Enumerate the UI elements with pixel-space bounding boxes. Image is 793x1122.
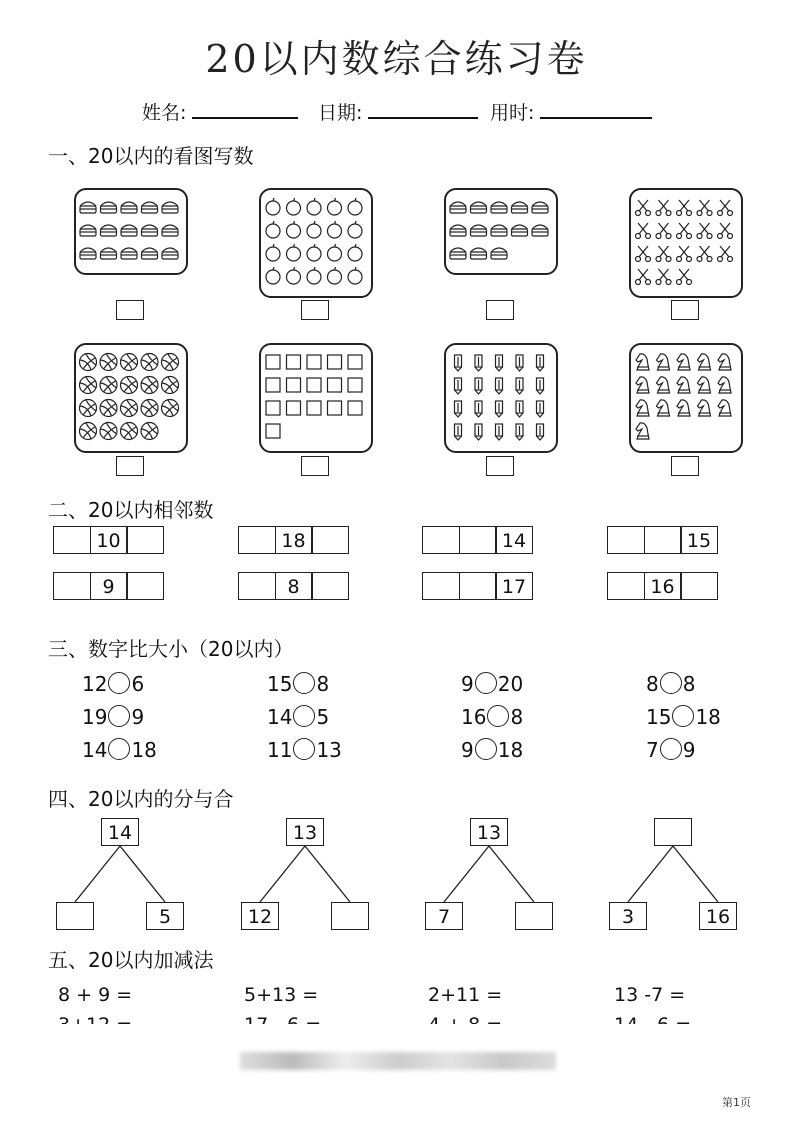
pencil-icon [455, 424, 462, 440]
volleyball-icon [80, 354, 97, 371]
cake-icon [121, 248, 137, 259]
left-number: 9 [461, 738, 474, 762]
blank-cell[interactable] [53, 526, 91, 554]
scissors-icon [656, 200, 671, 216]
compare-circle[interactable] [108, 705, 130, 727]
right-number: 6 [131, 672, 145, 696]
blank-cell[interactable] [422, 572, 460, 600]
square-icon [348, 355, 362, 369]
square-icon [307, 355, 321, 369]
volleyball-icon [80, 400, 97, 417]
pencil-icon [475, 378, 482, 394]
bond-blank[interactable] [515, 902, 553, 930]
date-field: 日期: [318, 98, 478, 125]
scissors-icon [636, 200, 651, 216]
cake-icon [80, 202, 96, 213]
volleyball-icon [141, 423, 158, 440]
square-icon [287, 378, 301, 392]
right-number: 8 [682, 672, 696, 696]
volleyball-icon [100, 354, 117, 371]
compare-circle[interactable] [660, 738, 682, 760]
right-number: 9 [131, 705, 145, 729]
scissors-icon [677, 223, 692, 239]
compare-circle[interactable] [475, 738, 497, 760]
cake-icon [162, 248, 178, 259]
answer-box[interactable] [301, 456, 329, 476]
blank-cell[interactable] [459, 572, 497, 600]
left-number: 7 [646, 738, 659, 762]
compare-circle[interactable] [293, 672, 315, 694]
right-number: 8 [316, 672, 330, 696]
square-icon [266, 355, 280, 369]
cake-icon [101, 202, 117, 213]
apple-icon [266, 244, 280, 261]
apple-icon [328, 221, 342, 238]
pencil-icon [475, 401, 482, 417]
left-number: 14 [267, 705, 293, 729]
volleyball-icon [121, 354, 138, 371]
branch-line [75, 846, 120, 902]
name-field: 姓名: [142, 98, 298, 125]
left-number: 15 [267, 672, 293, 696]
adjacent-number-row [53, 526, 164, 554]
apple-icon [266, 221, 280, 238]
volleyball-icon [141, 400, 158, 417]
bond-number: 13 [470, 818, 508, 846]
answer-box[interactable] [671, 300, 699, 320]
scissors-icon [656, 246, 671, 262]
given-number: 9 [90, 572, 128, 600]
compare-circle[interactable] [108, 738, 130, 760]
answer-box[interactable] [116, 456, 144, 476]
right-number: 18 [131, 738, 157, 762]
apple-icon-group [261, 190, 371, 296]
square-icon [328, 401, 342, 415]
picture-tray [629, 343, 743, 453]
volleyball-icon [80, 423, 97, 440]
given-number: 10 [90, 526, 128, 554]
blank-cell[interactable] [680, 572, 718, 600]
compare-item [267, 705, 329, 729]
pencil-icon [496, 424, 503, 440]
compare-item [82, 705, 144, 729]
left-number: 8 [646, 672, 659, 696]
volleyball-icon [141, 354, 158, 371]
chess-knight-icon-group [631, 345, 741, 451]
square-icon [328, 378, 342, 392]
cake-icon [532, 225, 548, 236]
branch-line [444, 846, 489, 902]
apple-icon [307, 198, 321, 215]
chess-knight-icon [636, 354, 649, 370]
square-icon [307, 401, 321, 415]
equation: 8 + 9 = [58, 984, 133, 1006]
scissors-icon-group [631, 190, 741, 296]
cake-icon [162, 202, 178, 213]
right-number: 18 [497, 738, 524, 762]
pencil-icon [537, 424, 544, 440]
time-field: 用时: [490, 98, 652, 125]
apple-icon [328, 244, 342, 261]
chess-knight-icon [718, 377, 731, 393]
cake-icon [532, 202, 548, 213]
compare-item [646, 672, 695, 696]
page-number: 第1页 [722, 1096, 751, 1109]
pencil-icon [475, 355, 482, 371]
bond-blank[interactable] [56, 902, 94, 930]
volleyball-icon [100, 423, 117, 440]
branch-line [120, 846, 165, 902]
pencil-icon [516, 424, 523, 440]
cake-icon [450, 202, 466, 213]
bond-blank[interactable] [654, 818, 692, 846]
chess-knight-icon [657, 377, 670, 393]
left-number: 11 [267, 738, 293, 762]
chess-knight-icon [657, 400, 670, 416]
compare-item [461, 672, 523, 696]
given-number: 8 [275, 572, 313, 600]
compare-item [267, 672, 329, 696]
time-blank[interactable] [540, 99, 652, 119]
scissors-icon [656, 269, 671, 285]
square-icon [287, 355, 301, 369]
blank-cell[interactable] [126, 572, 164, 600]
scissors-icon [677, 200, 692, 216]
cake-icon [450, 225, 466, 236]
scissors-icon [718, 246, 733, 262]
pencil-icon-group [446, 345, 556, 451]
cake-icon [491, 225, 507, 236]
volleyball-icon [162, 377, 179, 394]
square-icon-group [261, 345, 371, 451]
equation: 13 -7 = [614, 984, 686, 1006]
volleyball-icon [121, 377, 138, 394]
square-icon [328, 355, 342, 369]
scissors-icon [656, 223, 671, 239]
picture-tray [259, 343, 373, 453]
blank-cell[interactable] [607, 572, 645, 600]
answer-box[interactable] [486, 300, 514, 320]
right-number: 5 [316, 705, 330, 729]
pencil-icon [537, 355, 544, 371]
square-icon [266, 378, 280, 392]
compare-item [461, 738, 523, 762]
compare-circle[interactable] [672, 705, 694, 727]
volleyball-icon [141, 377, 158, 394]
blank-cell[interactable] [311, 526, 349, 554]
left-number: 15 [646, 705, 672, 729]
chess-knight-icon [677, 377, 690, 393]
apple-icon [307, 244, 321, 261]
branch-line [673, 846, 718, 902]
chess-knight-icon [636, 377, 649, 393]
compare-circle[interactable] [293, 705, 315, 727]
equation: 5+13 = [244, 984, 319, 1006]
given-number: 14 [495, 526, 533, 554]
scissors-icon [697, 223, 712, 239]
branch-line [628, 846, 673, 902]
bond-blank[interactable] [331, 902, 369, 930]
apple-icon [348, 198, 362, 215]
apple-icon [328, 267, 342, 284]
pencil-icon [455, 355, 462, 371]
left-number: 14 [82, 738, 108, 762]
pencil-icon [516, 355, 523, 371]
blank-cell[interactable] [53, 572, 91, 600]
bond-number: 12 [241, 902, 279, 930]
apple-icon [348, 221, 362, 238]
apple-icon [287, 244, 301, 261]
volleyball-icon [162, 400, 179, 417]
branch-line [305, 846, 350, 902]
compare-item [461, 705, 523, 729]
square-icon [348, 378, 362, 392]
scissors-icon [697, 200, 712, 216]
scissors-icon [677, 269, 692, 285]
cake-icon [142, 225, 158, 236]
right-number: 13 [316, 738, 342, 762]
compare-item [82, 738, 157, 762]
left-number: 19 [82, 705, 108, 729]
scissors-icon [636, 246, 651, 262]
adjacent-number-row [238, 526, 349, 554]
picture-tray [259, 188, 373, 298]
compare-circle[interactable] [108, 672, 130, 694]
bond-number: 13 [286, 818, 324, 846]
page-title: 20以内数综合练习卷 [205, 37, 588, 81]
blank-cell[interactable] [644, 526, 682, 554]
pencil-icon [455, 378, 462, 394]
volleyball-icon [100, 400, 117, 417]
answer-box[interactable] [301, 300, 329, 320]
cake-icon [450, 248, 466, 259]
chess-knight-icon [657, 354, 670, 370]
cake-icon [512, 202, 528, 213]
square-icon [266, 424, 280, 438]
apple-icon [348, 267, 362, 284]
cake-icon [491, 248, 507, 259]
adjacent-number-row [422, 526, 533, 554]
compare-circle[interactable] [293, 738, 315, 760]
section1-heading: 一、20以内的看图写数 [48, 144, 254, 168]
bond-number: 5 [146, 902, 184, 930]
chess-knight-icon [636, 400, 649, 416]
volleyball-icon [162, 354, 179, 371]
right-number: 9 [682, 738, 696, 762]
compare-item [82, 672, 144, 696]
left-number: 16 [461, 705, 487, 729]
cake-icon [491, 202, 507, 213]
volleyball-icon [121, 400, 138, 417]
picture-tray [444, 343, 558, 453]
blank-cell[interactable] [238, 572, 276, 600]
cake-icon [471, 248, 487, 259]
scissors-icon [697, 246, 712, 262]
apple-icon [328, 198, 342, 215]
name-blank[interactable] [192, 99, 298, 119]
pencil-icon [496, 355, 503, 371]
cake-icon [142, 202, 158, 213]
compare-circle[interactable] [487, 705, 509, 727]
apple-icon [266, 198, 280, 215]
apple-icon [287, 221, 301, 238]
right-number: 8 [510, 705, 524, 729]
pencil-icon [516, 378, 523, 394]
chess-knight-icon [718, 354, 731, 370]
bond-number: 14 [101, 818, 139, 846]
cake-icon [471, 202, 487, 213]
blank-cell[interactable] [607, 526, 645, 554]
right-number: 18 [695, 705, 721, 729]
cake-icon [512, 225, 528, 236]
scissors-icon [677, 246, 692, 262]
branch-line [260, 846, 305, 902]
given-number: 18 [275, 526, 313, 554]
apple-icon [287, 198, 301, 215]
square-icon [307, 378, 321, 392]
pencil-icon [475, 424, 482, 440]
apple-icon [348, 244, 362, 261]
adjacent-number-row [238, 572, 349, 600]
adjacent-number-row [607, 572, 718, 600]
cake-icon [101, 248, 117, 259]
compare-circle[interactable] [475, 672, 497, 694]
left-number: 12 [82, 672, 108, 696]
branch-line [489, 846, 534, 902]
given-number: 16 [644, 572, 682, 600]
apple-icon [307, 267, 321, 284]
cake-icon [142, 248, 158, 259]
answer-box[interactable] [486, 456, 514, 476]
compare-item [267, 738, 342, 762]
blank-cell[interactable] [126, 526, 164, 554]
cake-icon-group [76, 190, 186, 273]
date-blank[interactable] [368, 99, 478, 119]
chess-knight-icon [677, 400, 690, 416]
pencil-icon [496, 378, 503, 394]
picture-tray [74, 188, 188, 275]
answer-box[interactable] [116, 300, 144, 320]
apple-icon [266, 267, 280, 284]
cake-icon-group [446, 190, 556, 273]
scissors-icon [636, 223, 651, 239]
square-icon [348, 401, 362, 415]
bond-number: 16 [699, 902, 737, 930]
blank-cell[interactable] [459, 526, 497, 554]
chess-knight-icon [636, 423, 649, 439]
section2-heading: 二、20以内相邻数 [48, 498, 214, 522]
cake-icon [162, 225, 178, 236]
blank-cell[interactable] [422, 526, 460, 554]
cake-icon [101, 225, 117, 236]
scissors-icon [718, 200, 733, 216]
equation: 2+11 = [428, 984, 503, 1006]
volleyball-icon-group [76, 345, 186, 451]
chess-knight-icon [718, 400, 731, 416]
cake-icon [80, 248, 96, 259]
compare-item [646, 705, 721, 729]
square-icon [287, 401, 301, 415]
apple-icon [287, 267, 301, 284]
given-number: 17 [495, 572, 533, 600]
cake-icon [121, 225, 137, 236]
scissors-icon [636, 269, 651, 285]
pencil-icon [537, 401, 544, 417]
adjacent-number-row [607, 526, 718, 554]
blank-cell[interactable] [238, 526, 276, 554]
volleyball-icon [100, 377, 117, 394]
cake-icon [121, 202, 137, 213]
volleyball-icon [121, 423, 138, 440]
chess-knight-icon [698, 354, 711, 370]
pencil-icon [516, 401, 523, 417]
given-number: 15 [680, 526, 718, 554]
chess-knight-icon [677, 354, 690, 370]
pencil-icon [455, 401, 462, 417]
compare-item [646, 738, 695, 762]
right-number: 20 [497, 672, 524, 696]
chess-knight-icon [698, 400, 711, 416]
cake-icon [80, 225, 96, 236]
picture-tray [444, 188, 558, 275]
bond-number: 7 [425, 902, 463, 930]
bond-number: 3 [609, 902, 647, 930]
chess-knight-icon [698, 377, 711, 393]
scissors-icon [718, 223, 733, 239]
adjacent-number-row [53, 572, 164, 600]
compare-circle[interactable] [660, 672, 682, 694]
cake-icon [471, 225, 487, 236]
pencil-icon [537, 378, 544, 394]
blank-cell[interactable] [311, 572, 349, 600]
apple-icon [307, 221, 321, 238]
adjacent-number-row [422, 572, 533, 600]
section4-heading: 四、20以内的分与合 [48, 787, 234, 811]
left-number: 9 [461, 672, 474, 696]
answer-box[interactable] [671, 456, 699, 476]
picture-tray [74, 343, 188, 453]
section5-heading: 五、20以内加减法 [48, 948, 214, 972]
picture-tray [629, 188, 743, 298]
page-cutoff [0, 1024, 793, 1038]
volleyball-icon [80, 377, 97, 394]
pencil-icon [496, 401, 503, 417]
blurred-watermark [240, 1052, 556, 1070]
square-icon [266, 401, 280, 415]
section3-heading: 三、数字比大小（20以内） [48, 637, 294, 661]
